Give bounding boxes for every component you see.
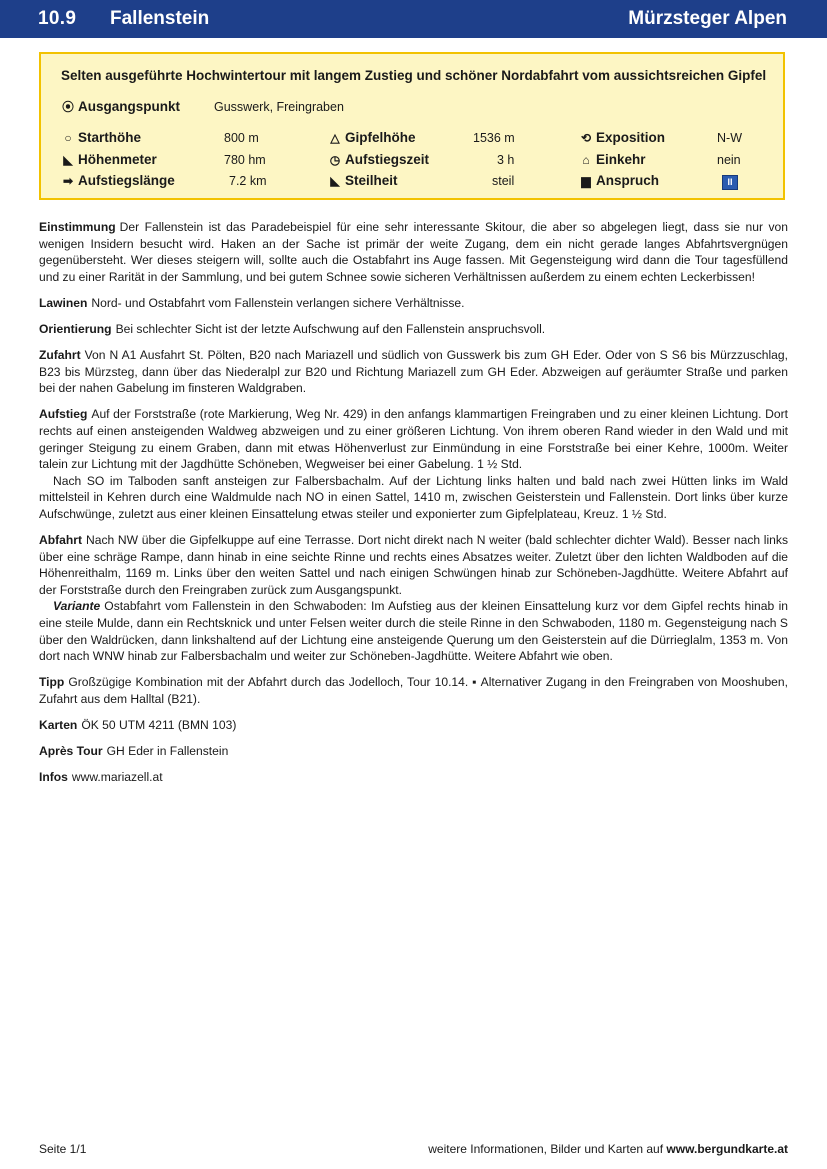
einkehr-value: nein xyxy=(717,153,741,167)
house-icon: ⌂ xyxy=(582,152,590,167)
anspruch-label: ▆ Anspruch xyxy=(579,173,659,188)
einkehr-label: ⌂ Einkehr xyxy=(579,152,646,167)
section-zufahrt: Zufahrt Von N A1 Ausfahrt St. Pölten, B20 nach Mariazell und südlich von Gusswerk bis zum GH Eder. Oder von S S6 bis Mürzzuschlag, B23 bis Mürzsteg, dann über das Niederalpl zur B20 und Richtung Mariazell zum GH Eder. Abzweigen auf geräumter Straße und parken bei der nahen Gabelung im finsteren Waldgraben. xyxy=(39,348,788,396)
tour-info-box xyxy=(39,52,785,200)
elevation-icon: ◣ xyxy=(63,152,73,167)
aufstiegslaenge-value: 7.2 km xyxy=(229,174,267,188)
exposition-value: N-W xyxy=(717,131,742,145)
region-title: Mürzsteger Alpen xyxy=(628,8,787,29)
gipfelhoehe-value: 1536 m xyxy=(473,131,515,145)
steilheit-label: ◣ Steilheit xyxy=(328,173,398,188)
ausgangspunkt-value: Gusswerk, Freingraben xyxy=(214,100,344,114)
difficulty-badge: II xyxy=(722,175,738,190)
exposition-label: ⟲ Exposition xyxy=(580,130,666,145)
tour-title: Fallenstein xyxy=(110,8,210,29)
section-infos: Infos www.mariazell.at xyxy=(39,770,163,785)
compass-icon: ⟲ xyxy=(580,130,592,145)
page-header xyxy=(0,0,827,38)
section-karten: Karten ÖK 50 UTM 4211 (BMN 103) xyxy=(39,717,237,732)
target-icon: ⦿ xyxy=(61,99,74,114)
tour-description xyxy=(39,219,788,795)
aufstiegszeit-value: 3 h xyxy=(497,153,515,167)
triangle-icon: △ xyxy=(330,130,340,145)
section-abfahrt-variante: Variante Ostabfahrt vom Fallenstein in den Schwaboden: Im Aufstieg aus der kleinen Einsattelung kurz vor dem Gipfel rechts hinab in eine steile Mulde, dann ein Rechtsknick und unter Felsen weiter durch die steile Rinne in den Schwaboden, 1180 m. Gegensteigung nach S über den Waldrücken, dann linkshaltend auf der Lichtung eine ansteigende Querung um den Geisterstein auf die Dürrieglalm, 1353 m. Von dort nach WNW hinab zur Falbersbachalm und weiter zur Schöneben-Jagdhütte. Weitere Abfahrt wie oben. xyxy=(39,599,788,664)
section-abfahrt: Abfahrt Nach NW über die Gipfelkuppe auf eine Terrasse. Dort nicht direkt nach N weiter (bald schlechter dichter Wald). Besser nach links über eine schräge Rampe, dann hinab in eine seichte Rinne und rechts eines Absatzes weiter. Zuletzt über den lichten Waldboden auf die Höhenreithalm, 1169 m. Links über den weiten Sattel und nach einigen Schwüngen hinab zur Schöneben-Jagdhütte. Weitere Abfahrt auf der Forststraße durch den Freingraben zurück zum Ausgangspunkt. xyxy=(39,533,788,597)
anspruch-value xyxy=(722,174,738,190)
section-aufstieg: Aufstieg Auf der Forststraße (rote Markierung, Weg Nr. 429) in den anfangs klammartigen Freingraben und zu einer kleinen Lichtung. Dort rechts auf einen ansteigenden Waldweg abzweigen und zu einer größeren Lichtung. Von ihrem oberen Rand wieder in den Wald und mit geringer Steigung zu einem Graben, dann mit etwas Höhenverlust zur Einmündung in eine Forststraße bei einer Kehre, 1000m. Weiter talein zur Lichtung mit der Jagdhütte Schöneben, Wegweiser bei einer Gabelung. 1 ½ Std. xyxy=(39,407,788,472)
tour-intro: Selten ausgeführte Hochwintertour mit langem Zustieg und schöner Nordabfahrt vom aussichtsreichen Gipfel xyxy=(61,68,767,83)
infos-link[interactable]: www.mariazell.at xyxy=(71,770,163,785)
steilheit-value: steil xyxy=(492,174,515,188)
section-tipp: Tipp Großzügige Kombination mit der Abfahrt durch das Jodelloch, Tour 10.14. ▪ Alternativer Zugang in den Freingraben von Mooshuben, Zufahrt aus dem Halltal (B21). xyxy=(39,675,788,706)
page-number: Seite 1/1 xyxy=(39,1142,87,1156)
arrow-right-icon: ➡ xyxy=(62,173,74,188)
footer-link[interactable]: www.bergundkarte.at xyxy=(666,1142,788,1156)
section-orientierung: Orientierung Bei schlechter Sicht ist der letzte Aufschwung auf den Fallenstein anspruchsvoll. xyxy=(39,321,546,336)
ausgangspunkt-label: ⦿ Ausgangspunkt xyxy=(61,99,181,114)
footer-info: weitere Informationen, Bilder und Karten auf www.bergundkarte.at xyxy=(428,1142,788,1156)
section-aufstieg-continued: Nach SO im Talboden sanft ansteigen zur Falbersbachalm. Auf der Lichtung links halten und bald nach zwei Hütten links im Wald mittelsteil in Kehren durch eine Waldmulde nach NO in einen Sattel, 1410 m, zwischen Geisterstein und Fallenstein. Dort links über kurze Aufschwünge, zuletzt aus einer kleinen Einsattelung etwas steiler und exponierter zum Gipfelplateau, Kreuz. 1 ½ Std. xyxy=(39,473,788,521)
starthoehe-value: 800 m xyxy=(224,131,259,145)
clock-icon: ◷ xyxy=(329,152,341,167)
hoehenmeter-value: 780 hm xyxy=(224,153,266,167)
slope-icon: ◣ xyxy=(330,173,340,188)
section-apres-tour: Après Tour GH Eder in Fallenstein xyxy=(39,744,229,759)
section-lawinen: Lawinen Nord- und Ostabfahrt vom Fallenstein verlangen sichere Verhältnisse. xyxy=(39,295,465,310)
gipfelhoehe-label: △ Gipfelhöhe xyxy=(328,130,416,145)
tour-number: 10.9 xyxy=(38,8,77,29)
aufstiegszeit-label: ◷ Aufstiegszeit xyxy=(329,152,430,167)
bars-icon: ▆ xyxy=(581,173,591,188)
aufstiegslaenge-label: ➡ Aufstiegslänge xyxy=(62,173,175,188)
starthoehe-label: ○ Starthöhe xyxy=(61,130,141,145)
circle-icon: ○ xyxy=(64,130,72,145)
section-einstimmung: Einstimmung Der Fallenstein ist das Paradebeispiel für eine sehr interessante Skitour, die aber so abgelegen liegt, dass sie nur von wenigen Insidern besucht wird. Haken an der Sache ist primär der weite Zugang, dem ein nicht gerade langes Abfahrtsvergnügen gegenübersteht. Wer dieses steigern will, sollte auch die Ostabfahrt ins Auge fassen. Mit Gegensteigung wird dann die Tour tagesfüllend und zu einer Rarität in der Sammlung, und bei gutem Schnee sowie sicheren Verhältnissen außerdem zu einem echten Leckerbissen! xyxy=(39,220,788,284)
hoehenmeter-label: ◣ Höhenmeter xyxy=(61,152,157,167)
